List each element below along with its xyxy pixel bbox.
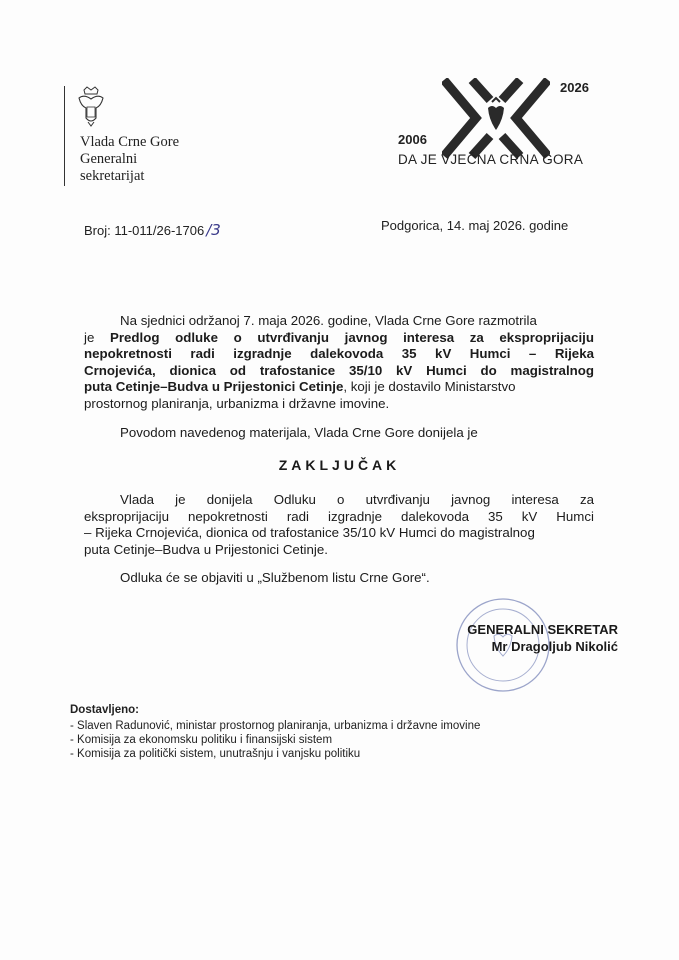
paragraph-line	[84, 346, 594, 363]
jubilee-year-left: 2006	[398, 132, 427, 147]
paragraph-line: puta Cetinje–Budva u Prijestonici Cetinje.	[84, 541, 328, 557]
jubilee-logo	[398, 74, 598, 174]
distribution-list	[70, 703, 480, 761]
list-item: - Komisija za ekonomsku politiku i finansijski sistem	[70, 734, 333, 746]
signature-block	[418, 621, 618, 655]
government-logo	[64, 86, 204, 186]
text-span: je	[84, 329, 110, 345]
list-item: - Komisija za politički sistem, unutrašnju i vanjsku politiku	[70, 748, 361, 760]
logo-divider-line	[64, 86, 65, 186]
publication-sentence: Odluka će se objaviti u „Službenom listu Crne Gore“.	[120, 570, 430, 585]
gov-name-line-1: Vlada Crne Gore	[80, 134, 180, 150]
list-item: - Slaven Radunović, ministar prostornog planiranja, urbanizma i državne imovine	[70, 720, 481, 732]
paragraph-line: prostornog planiranja, urbanizma i državne imovine.	[84, 395, 390, 411]
signatory-title: GENERALNI SEKRETAR	[467, 622, 618, 637]
document-number	[84, 221, 221, 239]
handwritten-number-suffix: /3	[206, 221, 221, 239]
signatory-name: Mr Dragoljub Nikolić	[491, 639, 618, 654]
conclusion-paragraph	[84, 492, 594, 558]
intro-paragraph	[84, 313, 594, 413]
document-number-text: Broj: 11-011/26-1706	[84, 223, 205, 238]
text-span: , koji je dostavilo Ministarstvo	[343, 379, 516, 395]
paragraph-line: Na sjednici održanoj 7. maja 2026. godine, Vlada Crne Gore razmotrila	[120, 313, 537, 328]
paragraph-line	[84, 379, 594, 396]
gov-name-line-2: Generalni	[80, 151, 138, 167]
paragraph-line: Vlada je donijela Odluku o utvrđivanju javnog interesa za	[120, 492, 594, 507]
paragraph-line: eksproprijaciju nepokretnosti radi izgradnje dalekovoda 35 kV Humci	[84, 508, 594, 524]
conclusion-title: ZAKLJUČAK	[278, 457, 401, 473]
bold-span: Predlog odluke o utvrđivanju javnog interesa za eksproprijaciju	[109, 329, 594, 345]
bold-span: nepokretnosti radi izgradnje dalekovoda 35 kV Humci – Rijeka	[84, 346, 594, 362]
distribution-title: Dostavljeno:	[70, 704, 140, 716]
bold-span: puta Cetinje–Budva u Prijestonici Cetinje	[84, 379, 344, 395]
paragraph-line: – Rijeka Crnojevića, dionica od trafostanice 35/10 kV Humci do magistralnog	[84, 525, 535, 541]
adoption-sentence: Povodom navedenog materijala, Vlada Crne Gore donijela je	[120, 425, 478, 440]
paragraph-line	[84, 363, 594, 380]
jubilee-year-right: 2026	[560, 80, 589, 95]
place-and-date: Podgorica, 14. maj 2026. godine	[381, 218, 569, 233]
paragraph-line	[84, 330, 594, 347]
xx-jubilee-emblem-icon	[442, 78, 550, 160]
bold-span: Crnojevića, dionica od trafostanice 35/10 kV Humci do magistralnog	[84, 362, 594, 378]
jubilee-slogan: DA JE VJEČNA CRNA GORA	[398, 152, 584, 167]
coat-of-arms-icon	[76, 86, 106, 128]
gov-name-line-3: sekretarijat	[80, 168, 145, 184]
